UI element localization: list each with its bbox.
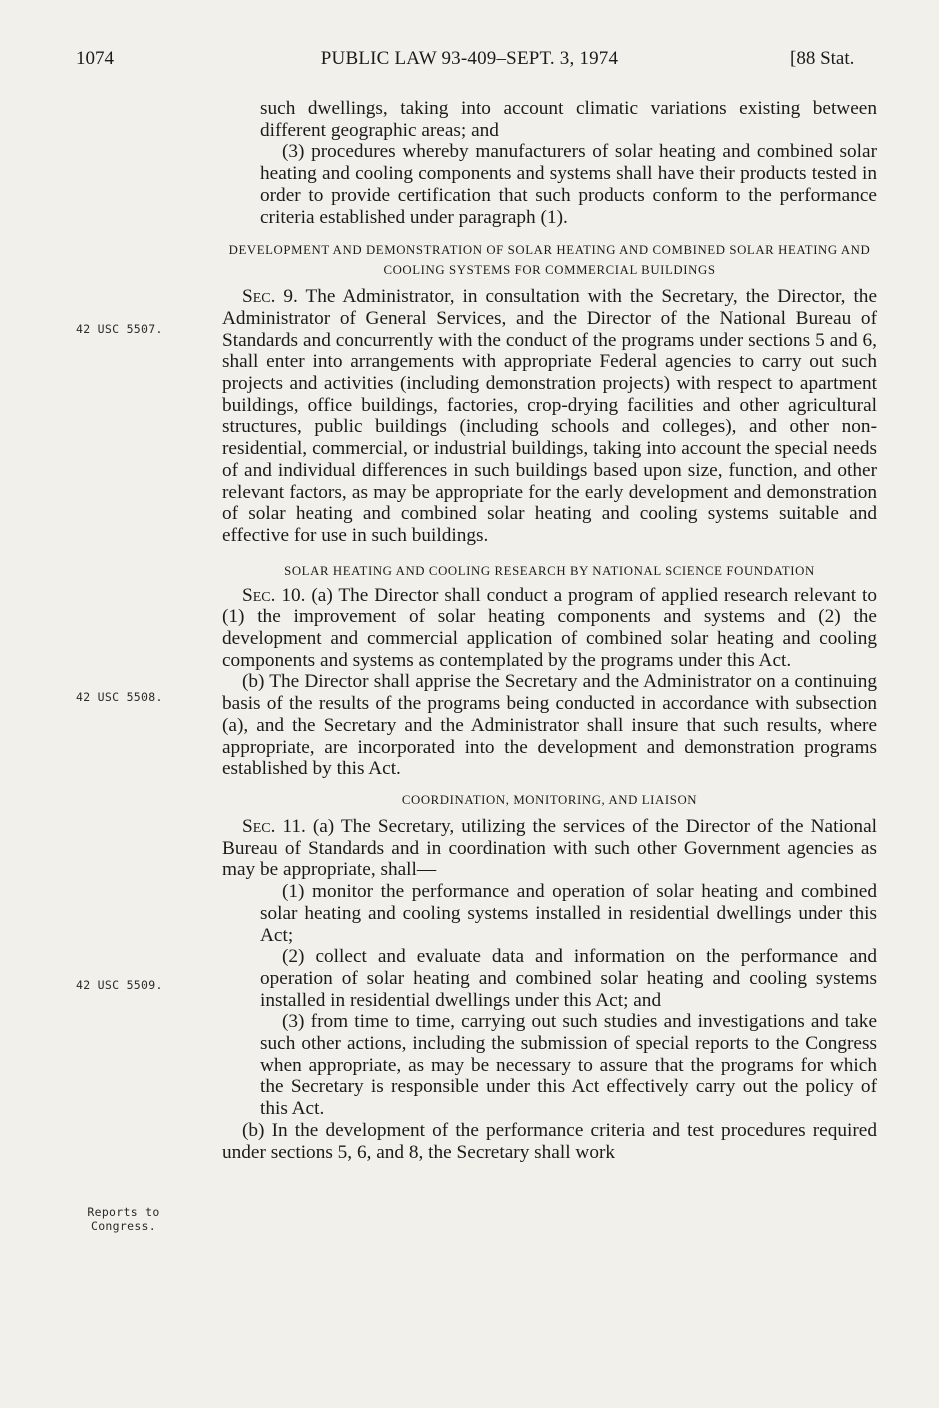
running-title: PUBLIC LAW 93-409–SEPT. 3, 1974 [320, 48, 619, 69]
sec11-heading: COORDINATION, MONITORING, AND LIAISON [401, 792, 698, 807]
margin-note-sec9: 42 USC 5507. [76, 322, 163, 336]
sec10-paragraph-a [222, 585, 877, 672]
sec8-continuation-paragraph: such dwellings, taking into account climatic variations existing between different geographic areas; and [260, 98, 877, 141]
sec10-paragraph-b: (b) The Director shall apprise the Secretary and the Administrator on a continuing basis of the results of the programs being conducted in accordance with subsection (a), and the Secretary and the Administrator shall insure that such results, where appropriate, are incorporated into the development and demonstration programs established by this Act. [222, 671, 877, 780]
sec9-heading: DEVELOPMENT AND DEMONSTRATION OF SOLAR HEATING AND COMBINED SOLAR HEATING AND COOLING SYSTEMS FOR COMMERCIAL BUILDINGS [228, 243, 871, 278]
sec11-item-2: (2) collect and evaluate data and information on the performance and operation of solar heating and combined solar heating and cooling systems installed in residential dwellings under this Act; and [260, 946, 877, 1011]
sec11-text-a: (a) The Secretary, utilizing the services of the Director of the National Bureau of Standards and in coordination with such other Government agencies as may be appropriate, shall— [222, 815, 877, 881]
page-header [0, 48, 939, 78]
sec8-item-3: (3) procedures whereby manufacturers of solar heating and combined solar heating and cooling components and systems shall have their products tested in order to provide certification that such products conform to the performance criteria established under paragraph (1). [260, 141, 877, 228]
sec10-label: Sec. 10. [242, 584, 306, 606]
sec11-paragraph-a [222, 816, 877, 881]
sec11-item-1: (1) monitor the performance and operation of solar heating and combined solar heating and cooling systems installed in residential dwellings under this Act; [260, 881, 877, 946]
sec9-text: The Administrator, in consultation with the Secretary, the Director, the Administrator of General Services, and the Director of the National Bureau of Standards and concurrently with the conduct of the programs under sections 5 and 6, shall enter into arrangements with appropriate Federal agencies to carry out such projects and activities (including demonstration projects) with respect to apartment buildings, office buildings, factories, crop-drying facilities and other agricultural structures, public buildings (including schools and colleges), and other non-residential, commercial, or industrial buildings, taking into account the special needs of and individual differences in such buildings based upon size, function, and other relevant factors, as may be appropriate for the early development and demonstration of solar heating and combined solar heating and cooling systems suitable and effective for use in such buildings. [222, 286, 878, 546]
sec9-label: Sec. 9. [242, 286, 298, 308]
statute-reference: [88 Stat. [790, 48, 855, 69]
sec11-paragraph-b: (b) In the development of the performance criteria and test procedures required under sections 5, 6, and 8, the Secretary shall work [222, 1119, 877, 1163]
margin-note-reports: Reports to Congress. [87, 1205, 160, 1233]
document-body [222, 98, 877, 1163]
page-number: 1074 [76, 48, 114, 69]
margin-note-sec11: 42 USC 5509. [76, 978, 163, 992]
margin-note-sec10: 42 USC 5508. [76, 690, 163, 704]
sec11-label: Sec. 11. [242, 815, 306, 837]
sec11-item-list [222, 881, 877, 1120]
sec10-heading: SOLAR HEATING AND COOLING RESEARCH BY NATIONAL SCIENCE FOUNDATION [284, 563, 815, 578]
sec10-text-a: (a) The Director shall conduct a program of applied research relevant to (1) the improvement of solar heating components and systems and (2) the development and commercial application of combined solar heating and cooling components and systems as contemplated by the programs under this Act. [222, 584, 878, 671]
sec11-item-3: (3) from time to time, carrying out such studies and investigations and take such other actions, including the submission of special reports to the Congress when appropriate, as may be necessary to assure that the programs for which the Secretary is responsible under this Act effectively carry out the policy of this Act. [260, 1011, 877, 1120]
sec9-paragraph [222, 286, 877, 546]
